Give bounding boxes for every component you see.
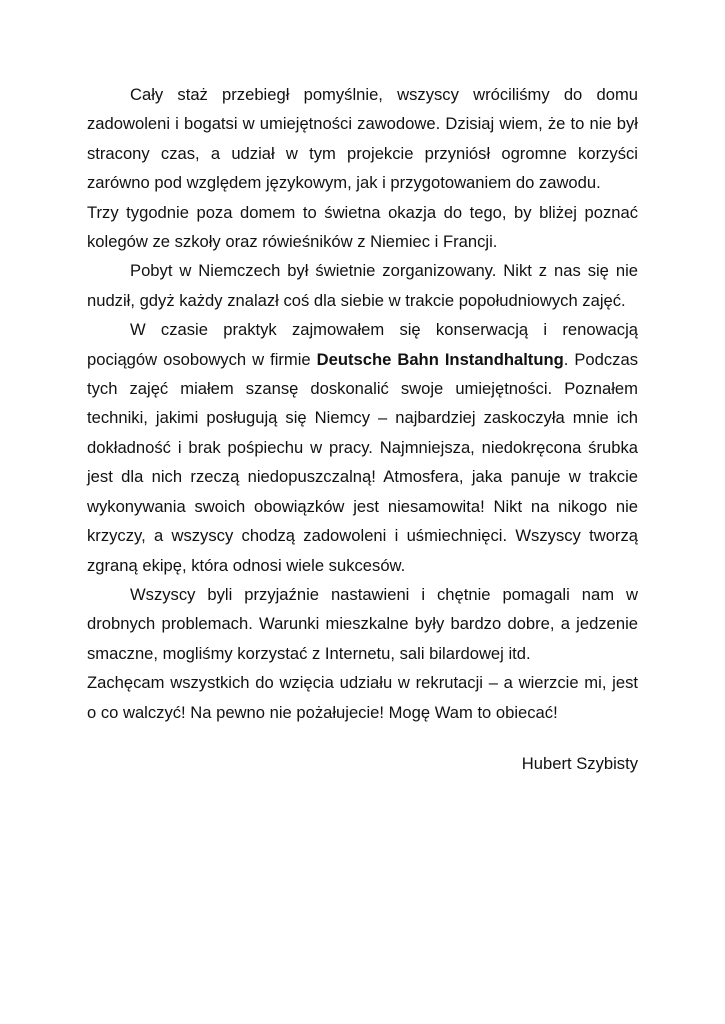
paragraph-encouragement: Zachęcam wszystkich do wzięcia udziału w rekrutacji – a wierzcie mi, jest o co walczyć! Na pewno nie pożałujecie! Mogę Wam to obiecać! bbox=[87, 673, 638, 722]
paragraph-three-weeks: Trzy tygodnie poza domem to świetna okazja do tego, by bliżej poznać kolegów ze szkoły oraz rówieśników z Niemiec i Francji. bbox=[87, 202, 638, 252]
paragraph-stay-germany: Pobyt w Niemczech był świetnie zorganizowany. Nikt z nas się nie nudził, gdyż każdy znalazł coś dla siebie w trakcie popołudniowych zajęć. bbox=[87, 261, 638, 310]
author-signature: Hubert Szybisty bbox=[521, 753, 638, 773]
paragraph-practice-work bbox=[87, 315, 638, 580]
practice-text-start: W czasie praktyk zajmowałem się konserwacją i renowacją pociągów osobowych w firmie bbox=[87, 320, 638, 369]
paragraph-internship-summary: Cały staż przebiegł pomyślnie, wszyscy wróciliśmy do domu zadowoleni i bogatsi w umiejętności zawodowe. Dzisiaj wiem, że to nie był stracony czas, a udział w tym projekcie przyniósł ogromne korzyści zarówno pod względem językowym, jak i przygotowaniem do zawodu. bbox=[87, 85, 638, 193]
practice-text-end: . Podczas tych zajęć miałem szansę doskonalić swoje umiejętności. Poznałem techniki, jakimi posługują się Niemcy – najbardziej zaskoczyła mnie ich dokładność i brak pośpiechu w pracy. Najmniejsza, niedokręcona śrubka jest dla nich rzeczą niedopuszczalną! Atmosfera, jaka panuje w trakcie wykonywania swoich obowiązków jest niesamowita! Nikt na nikogo nie krzyczy, a wszyscy chodzą zadowoleni i uśmiechnięci. Wszyscy tworzą zgraną ekipę, która odnosi wiele sukcesów. bbox=[87, 349, 638, 575]
paragraph-people-conditions: Wszyscy byli przyjaźnie nastawieni i chętnie pomagali nam w drobnych problemach. Warunki mieszkalne były bardzo dobre, a jedzenie smaczne, mogliśmy korzystać z Internetu, sali bilardowej itd. bbox=[87, 584, 638, 663]
company-name: Deutsche Bahn Instandhaltung bbox=[316, 349, 564, 369]
document-page bbox=[87, 80, 638, 778]
